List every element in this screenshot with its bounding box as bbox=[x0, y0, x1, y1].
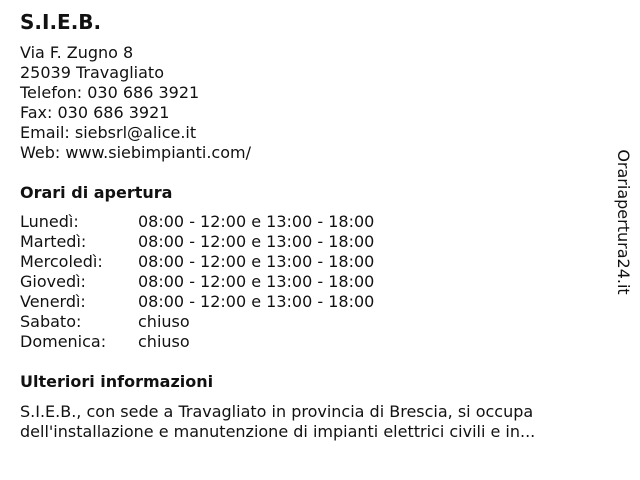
info-heading: Ulteriori informazioni bbox=[20, 372, 214, 391]
hours-time: chiuso bbox=[138, 332, 190, 351]
hours-time: 08:00 - 12:00 e 13:00 - 18:00 bbox=[138, 272, 375, 291]
hours-day: Domenica: bbox=[20, 332, 107, 351]
info-description: S.I.E.B., con sede a Travagliato in provincia di Brescia, si occupa dell'installazione e manutenzione di impianti elettrici civili e in... bbox=[20, 402, 536, 441]
web-line[interactable]: Web: www.siebimpianti.com/ bbox=[20, 143, 251, 162]
fax-line: Fax: 030 686 3921 bbox=[20, 103, 170, 122]
hours-time: 08:00 - 12:00 e 13:00 - 18:00 bbox=[138, 292, 375, 311]
hours-time: 08:00 - 12:00 e 13:00 - 18:00 bbox=[138, 232, 375, 251]
hours-row-sunday bbox=[20, 332, 620, 352]
hours-row-monday bbox=[20, 212, 620, 232]
business-name: S.I.E.B. bbox=[20, 10, 102, 34]
hours-time: 08:00 - 12:00 e 13:00 - 18:00 bbox=[138, 252, 375, 271]
hours-day: Lunedì: bbox=[20, 212, 79, 231]
hours-day: Martedì: bbox=[20, 232, 87, 251]
hours-day: Mercoledì: bbox=[20, 252, 103, 271]
hours-heading: Orari di apertura bbox=[20, 183, 173, 202]
hours-time: 08:00 - 12:00 e 13:00 - 18:00 bbox=[138, 212, 375, 231]
hours-row-friday bbox=[20, 292, 620, 312]
phone-line[interactable]: Telefon: 030 686 3921 bbox=[20, 83, 200, 102]
address-street: Via F. Zugno 8 bbox=[20, 43, 134, 62]
hours-day: Sabato: bbox=[20, 312, 82, 331]
hours-time: chiuso bbox=[138, 312, 190, 331]
hours-row-tuesday bbox=[20, 232, 620, 252]
hours-table bbox=[20, 212, 620, 352]
contact-block bbox=[20, 43, 620, 163]
email-line[interactable]: Email: siebsrl@alice.it bbox=[20, 123, 197, 142]
hours-day: Venerdì: bbox=[20, 292, 86, 311]
hours-row-wednesday bbox=[20, 252, 620, 272]
hours-row-thursday bbox=[20, 272, 620, 292]
hours-day: Giovedì: bbox=[20, 272, 86, 291]
business-card bbox=[20, 9, 620, 442]
address-city: 25039 Travagliato bbox=[20, 63, 164, 82]
hours-row-saturday bbox=[20, 312, 620, 332]
side-brand-label: Orariapertura24.it bbox=[614, 149, 633, 295]
